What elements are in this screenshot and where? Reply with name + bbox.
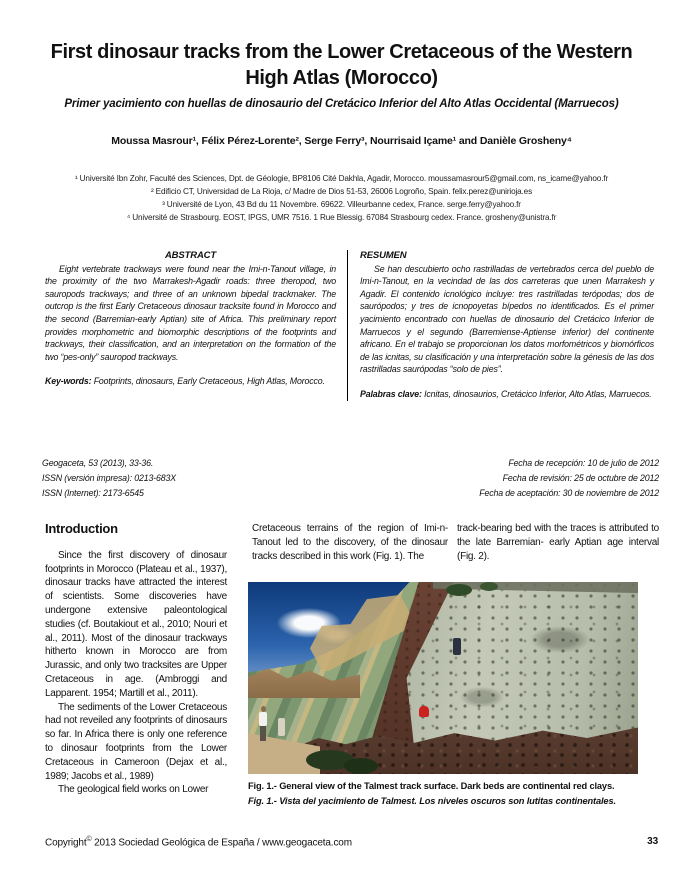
authors-line: Moussa Masrour¹, Félix Pérez-Lorente², Serge Ferry³, Nourrisaid Içame¹ and Danièle Grosheny⁴ bbox=[111, 135, 572, 147]
photo-climbing-person bbox=[453, 638, 461, 655]
introduction-heading: Introduction bbox=[45, 521, 118, 536]
figure-1-caption bbox=[248, 779, 648, 809]
body-column-2 bbox=[252, 522, 448, 563]
page-footer bbox=[45, 836, 658, 848]
paper-title-line2: High Atlas (Morocco) bbox=[245, 67, 438, 90]
date-received: Fecha de recepción: 10 de julio de 2012 bbox=[508, 458, 659, 468]
abstract-text: Eight vertebrate trackways were found near the Imi-n-Tanout village, in the proximity of the two Marrakesh-Agadir roads: three theropod, two sauropods trackways; and three of an unknown bipedal trackmaker. The outcrop is the first Early Cretaceous dinosaur tracksite found in Morocco and the second (Barremian-early Aptian) site of Africa. This preliminary report provides morphometric and biomorphic descriptions of the footprints and trackways, their classification, and an interpretation on the formation of the two “pes-only” sauropod trackways. bbox=[45, 263, 336, 362]
affiliation-4: ⁴ Université de Strasbourg. EOST, IPGS, UMR 7516. 1 Rue Blessig. 67084 Strasbourg cedex. France. grosheny@unistra.fr bbox=[126, 213, 557, 222]
body-column-3 bbox=[457, 522, 659, 563]
photo-person-white-shirt bbox=[259, 712, 267, 726]
intro-paragraph-2: The sediments of the Lower Cretaceous had not reveiled any footprints of dinosaurs so far. In Africa there is only one reference to dinosaur footprints from the Lower Cretaceous in Cameroon (Dejax et al., 1989; Jacobs et al., 1989) bbox=[45, 701, 227, 782]
affiliations-block bbox=[0, 172, 683, 224]
journal-identity bbox=[42, 456, 176, 500]
keywords-text: Footprints, dinosaurs, Early Cretaceous, High Atlas, Morocco. bbox=[91, 376, 325, 387]
affiliation-2: ² Edificio CT, Universidad de La Rioja, c/ Madre de Dios 51-53, 26006 Logroño, Spain. felix.perez@unirioja.es bbox=[150, 187, 533, 196]
figure-1-caption-english: Fig. 1.- General view of the Talmest track surface. Dark beds are continental red clays. bbox=[248, 781, 615, 791]
intro-paragraph-1: Since the first discovery of dinosaur footprints in Morocco (Plateau et al., 1937), dinosaur tracks have attracted the interest of scientists. Some discoveries have undergone extensive paleontological studies (cf. Boutakiout et al., 2010; Nouri et al., 2011). Most of the dinosaur trackways hitherto known in Morocco are from Jurassic, and only two tracksites are Upper Cretaceous in age. (Ambroggi and Lapparent. 1954; Martill et al., 2011). bbox=[45, 549, 227, 699]
date-revised: Fecha de revisión: 25 de octubre de 2012 bbox=[502, 472, 659, 483]
photo-bush bbox=[446, 584, 472, 596]
abstract-column bbox=[45, 250, 336, 401]
issn-internet: ISSN (Internet): 2173-6545 bbox=[42, 487, 144, 498]
affiliation-1: ¹ Université Ibn Zohr, Faculté des Sciences, Dpt. de Géologie, BP8106 Cité Dakhla, Agadir, Morocco. moussamasrour5@gmail.com, ns_icame@yahoo.fr bbox=[74, 174, 609, 183]
copyright-symbol: © bbox=[86, 836, 92, 843]
photo-second-person bbox=[278, 718, 285, 736]
paper-subtitle-spanish: Primer yacimiento con huellas de dinosaurio del Cretácico Inferior del Alto Atlas Occidental (Marruecos) bbox=[64, 98, 619, 110]
copyright-word: Copyright bbox=[45, 837, 87, 849]
resumen-text: Se han descubierto ocho rastrilladas de vertebrados cerca del pueblo de Imi-n-Tanout, en la vecindad de las dos carreteras que unen Marrakesh y Agadir. El contenido icnológico incluye: tres rastrilladas terópodas; dos de saurópodos; y tres de icnopoyetas bípedos no identificados. Es el primer yacimiento encontrado con huellas de dinosaurio del Cretácico Inferior de Marruecos y el segundo (Barremiense-Aptiense inferior) del continente africano. En el trabajo se proporcionan los datos morfométricos y biomórficos de las icnitas, su clasificación y una interpretación sobre la génesis de las dos rastrilladas saurópodas “solo de pies”. bbox=[360, 263, 654, 375]
paper-title-line1: First dinosaur tracks from the Lower Cretaceous of the Western bbox=[50, 41, 633, 64]
abstract-resumen-section bbox=[45, 250, 659, 401]
body-column-1 bbox=[45, 522, 227, 797]
palabras-clave-label: Palabras clave: bbox=[360, 388, 422, 399]
page-number: 33 bbox=[647, 836, 658, 847]
figure-1-photo bbox=[248, 582, 638, 774]
issn-print: ISSN (versión impresa): 0213-683X bbox=[42, 472, 176, 483]
date-accepted: Fecha de aceptación: 30 de noviembre de 2012 bbox=[479, 487, 659, 498]
palabras-clave-line bbox=[360, 388, 654, 401]
journal-info-section bbox=[42, 456, 659, 500]
intro-paragraph-continued: Cretaceous terrains of the region of Imi-n-Tanout led to the discovery, of the dinosaur tracks described in this work (Fig. 1). The bbox=[252, 523, 448, 562]
palabras-clave-text: Icnitas, dinosaurios, Cretácico Inferior, Alto Atlas, Marruecos. bbox=[421, 388, 652, 399]
photo-bush bbox=[344, 758, 378, 774]
resumen-column bbox=[347, 250, 654, 401]
figure-1-caption-spanish: Fig. 1.- Vista del yacimiento de Talmest. Los niveles oscuros son lutitas continentales. bbox=[248, 796, 616, 806]
keywords-line bbox=[45, 375, 336, 388]
paper-title bbox=[0, 39, 683, 91]
photo-person-legs bbox=[260, 726, 266, 741]
abstract-heading: ABSTRACT bbox=[164, 250, 217, 261]
photo-person-red-jacket bbox=[419, 706, 429, 717]
copyright-text: 2013 Sociedad Geológica de España / www.geogaceta.com bbox=[91, 837, 352, 849]
resumen-heading: RESUMEN bbox=[360, 250, 407, 261]
affiliation-3: ³ Université de Lyon, 43 Bd du 11 Novembre. 69622. Villeurbanne cedex, France. serge.ferry@yahoo.fr bbox=[162, 200, 521, 209]
keywords-label: Key-words: bbox=[45, 376, 92, 387]
journal-reference: Geogaceta, 53 (2013), 33-36. bbox=[42, 458, 154, 468]
photo-bush bbox=[480, 582, 498, 591]
copyright-line bbox=[45, 836, 352, 848]
journal-dates bbox=[479, 456, 659, 500]
intro-paragraph-continued-2: track-bearing bed with the traces is attributed to the late Barremian- early Aptian age interval (Fig. 2). bbox=[457, 523, 659, 562]
intro-paragraph-3: The geological field works on Lower bbox=[58, 784, 209, 796]
